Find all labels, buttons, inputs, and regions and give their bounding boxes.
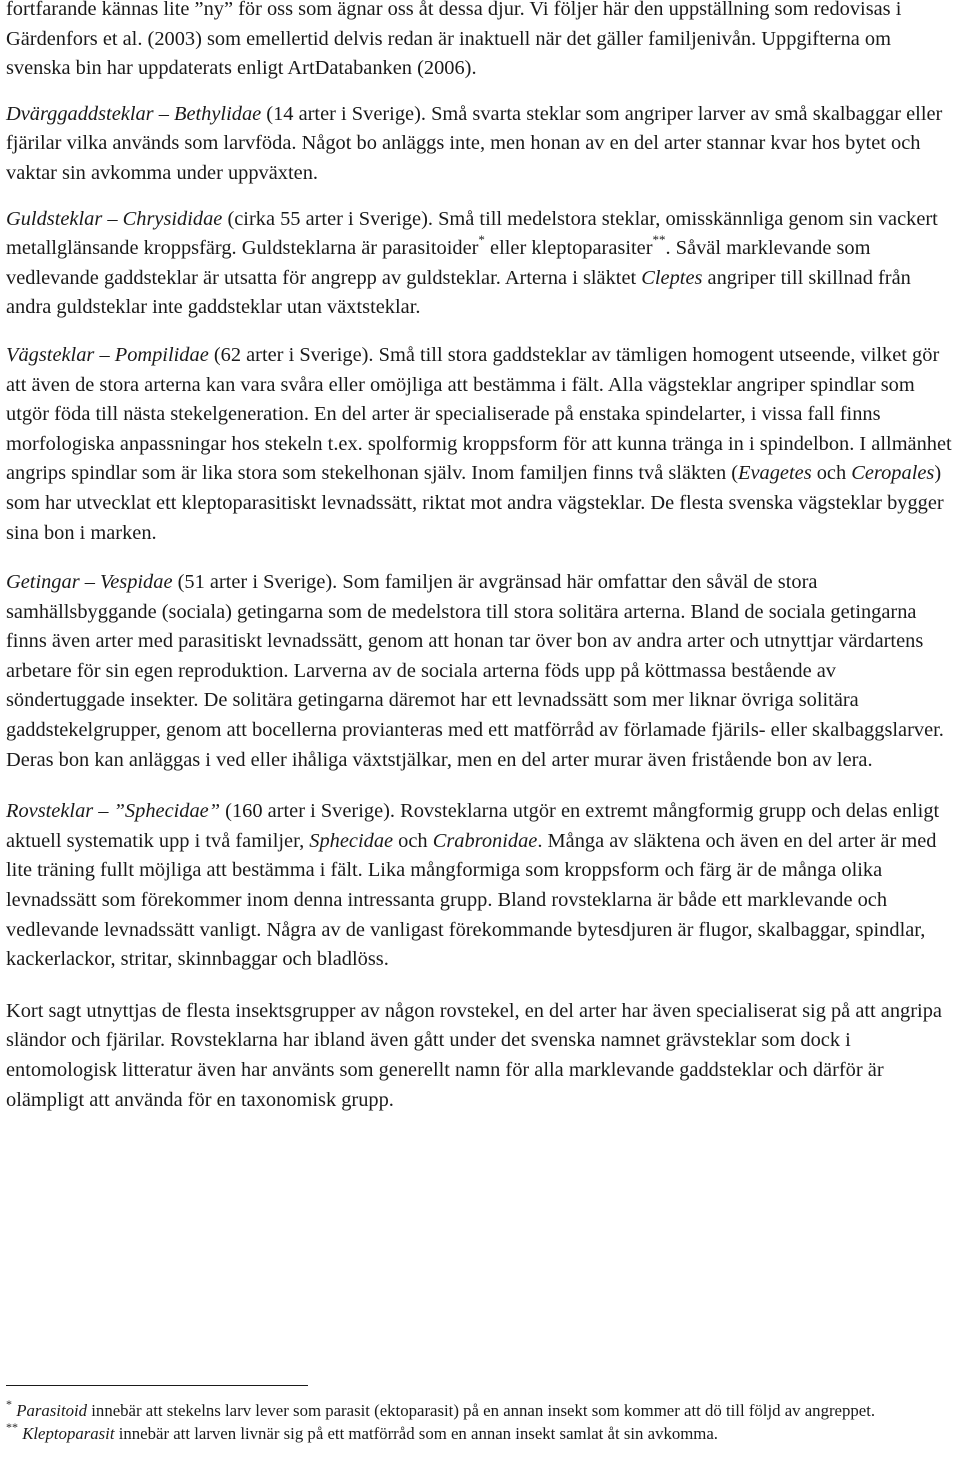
- species-count-vespidae: (51 arter i Sverige): [172, 571, 333, 594]
- species-count-bethylidae: (14 arter i Sverige): [261, 102, 421, 125]
- genus-evagetes: Evagetes: [738, 462, 812, 485]
- species-count-chrysididae: (cirka 55 arter i Sverige): [222, 207, 428, 230]
- conjunction-text: och: [393, 829, 433, 852]
- section-rovsteklar: [6, 797, 958, 975]
- intro-paragraph: [6, 0, 958, 84]
- family-crabronidae: Crabronidae: [432, 829, 538, 852]
- footnote-mark: *: [6, 1397, 12, 1412]
- summary-paragraph: [6, 997, 958, 1115]
- section-getingar: [6, 568, 958, 775]
- section-text-pompilidae-2: ) som har utvecklat ett kleptoparasitiskt levnadssätt, riktat mot andra vägsteklar. De flesta svenska vägsteklar bygger sina bon i marken.: [6, 462, 944, 544]
- species-count-pompilidae: (62 arter i Sverige): [208, 343, 369, 366]
- section-text-vespidae: . Som familjen är avgränsad här omfattar den såväl de stora samhällsbyggande (sociala) getingarna som de medelstora till stora solitära arterna. Bland de sociala getingarna finns även arter med parasitiskt levnadssätt, genom att honan tar över bon av andra arter och utnyttjar värdartens arbetare för sin egen reproduktion. Larverna av de sociala arterna föds upp på köttmassa bestående av söndertuggade insekter. De solitära getingarna däremot har ett levnadssätt som mer liknar övriga solitära gaddstekelgrupper, genom att bocellerna provianteras med ett matförråd av förlamade fjärils- eller skalbaggslarver. Deras bon kan anläggas i ved eller ihåliga växtstjälkar, men en del arter murar även fristående bon av lera.: [6, 571, 944, 771]
- section-guldsteklar: [6, 205, 958, 323]
- footnote-text: innebär att stekelns larv lever som parasit (ektoparasit) på en annan insekt som kommer att dö till följd av angreppet.: [87, 1401, 876, 1420]
- family-name-sphecidae-group: Rovsteklar – ”Sphecidae”: [6, 800, 221, 823]
- conjunction-text: och: [811, 462, 852, 485]
- genus-cleptes: Cleptes: [641, 266, 703, 289]
- footnotes: [6, 1397, 956, 1445]
- section-text-bethylidae: . Små svarta steklar som angriper larver av små skalbaggar eller fjärilar vilka används som larvföda. Något bo anläggs inte, men honan av en del arter stannar kvar hos bytet och vaktar sin avkomma under uppväxten.: [6, 102, 943, 184]
- intro-text: fortfarande kännas lite ”ny” för oss som ägnar oss åt dessa djur. Vi följer här den uppställning som redovisas i Gärdenfors et al. (2003) som emellertid delvis redan är inaktuell när det gäller familjenivån. Uppgifterna om svenska bin har uppdaterats enligt ArtDatabanken (2006).: [6, 0, 902, 80]
- footnote-term: Kleptoparasit: [22, 1423, 115, 1443]
- footnote-divider: [6, 1385, 308, 1386]
- section-text-chrysididae-4: angriper till skillnad från andra guldsteklar inte gaddsteklar utan växtsteklar.: [6, 266, 911, 319]
- family-name-vespidae: Getingar – Vespidae: [6, 571, 173, 594]
- section-text-sphecidae-1: . Rovsteklarna utgör en extremt mångformig grupp och delas enligt aktuell systematik upp i två familjer,: [6, 800, 940, 852]
- footnote-text: innebär att larven livnär sig på ett matförråd som en annan insekt samlat åt sin avkomma.: [114, 1423, 718, 1443]
- summary-text: Kort sagt utnyttjas de flesta insektsgrupper av någon rovstekel, en del arter har även specialiserat sig på att angripa sländor och fjärilar. Rovsteklarna har ibland även gått under det svenska namnet grävsteklar som dock i entomologisk litteratur även har använts som generellt namn för alla marklevande gaddsteklar och därför är olämpligt att använda för en taxonomisk grupp.: [6, 999, 942, 1111]
- section-text-chrysididae-2: eller kleptoparasiter: [484, 237, 653, 260]
- section-dvarggaddsteklar: [6, 100, 958, 189]
- section-text-chrysididae-3: . Såväl marklevande som vedlevande gaddsteklar är utsatta för angrepp av guldsteklar. Arterna i släktet: [6, 237, 871, 289]
- family-name-chrysididae: Guldsteklar – Chrysididae: [6, 207, 223, 230]
- family-name-bethylidae: Dvärggaddsteklar – Bethylidae: [6, 102, 262, 125]
- footnote-kleptoparasit: [6, 1419, 956, 1446]
- section-text-pompilidae-1: . Små till stora gaddsteklar av tämligen homogent utseende, vilket gör att även de stora arterna kan vara svåra eller omöjliga att bestämma i fält. Alla vägsteklar angriper spindlar som utgör föda till nästa stekelgeneration. En del arter är specialiserade på enstaka spindelarter, i vissa fall finns morfologiska anpassningar hos stekeln t.ex. spolformig kroppsform för att kunna tränga in i spindelbon. I allmänhet angrips spindlar som är lika stora som stekelhonan själv. Inom familjen finns två släkten (: [6, 343, 952, 485]
- footnote-parasitoid: [6, 1397, 956, 1423]
- footnote-mark: **: [6, 1419, 18, 1434]
- species-count-sphecidae: (160 arter i Sverige): [220, 800, 390, 823]
- document-body: [6, 0, 958, 1115]
- section-text-sphecidae-2: . Många av släktena och även en del arter är med lite träning fullt möjliga att bestämma i fält. Lika mångformiga som kroppsform och färg är de många olika levnadssätt som förekommer inom denna intressanta grupp. Bland rovsteklarna är både ett marklevande och vedlevande levnadssätt vanligt. Några av de vanligast förekommande bytesdjuren är flugor, skalbaggar, spindlar, kackerlackor, stritar, skinnbaggar och bladlöss.: [6, 829, 937, 971]
- footnote-ref-1: *: [478, 232, 485, 248]
- footnote-ref-2: **: [652, 232, 666, 248]
- footnote-term: Parasitoid: [16, 1401, 88, 1420]
- family-name-pompilidae: Vägsteklar – Pompilidae: [6, 343, 209, 366]
- genus-ceropales: Ceropales: [851, 462, 935, 485]
- section-vagsteklar: [6, 341, 958, 548]
- section-text-chrysididae-1: . Små till medelstora steklar, omisskännliga genom sin vackert metallglänsande kroppsfärg. Guldsteklarna är parasitoider: [6, 207, 938, 260]
- family-sphecidae: Sphecidae: [309, 829, 394, 852]
